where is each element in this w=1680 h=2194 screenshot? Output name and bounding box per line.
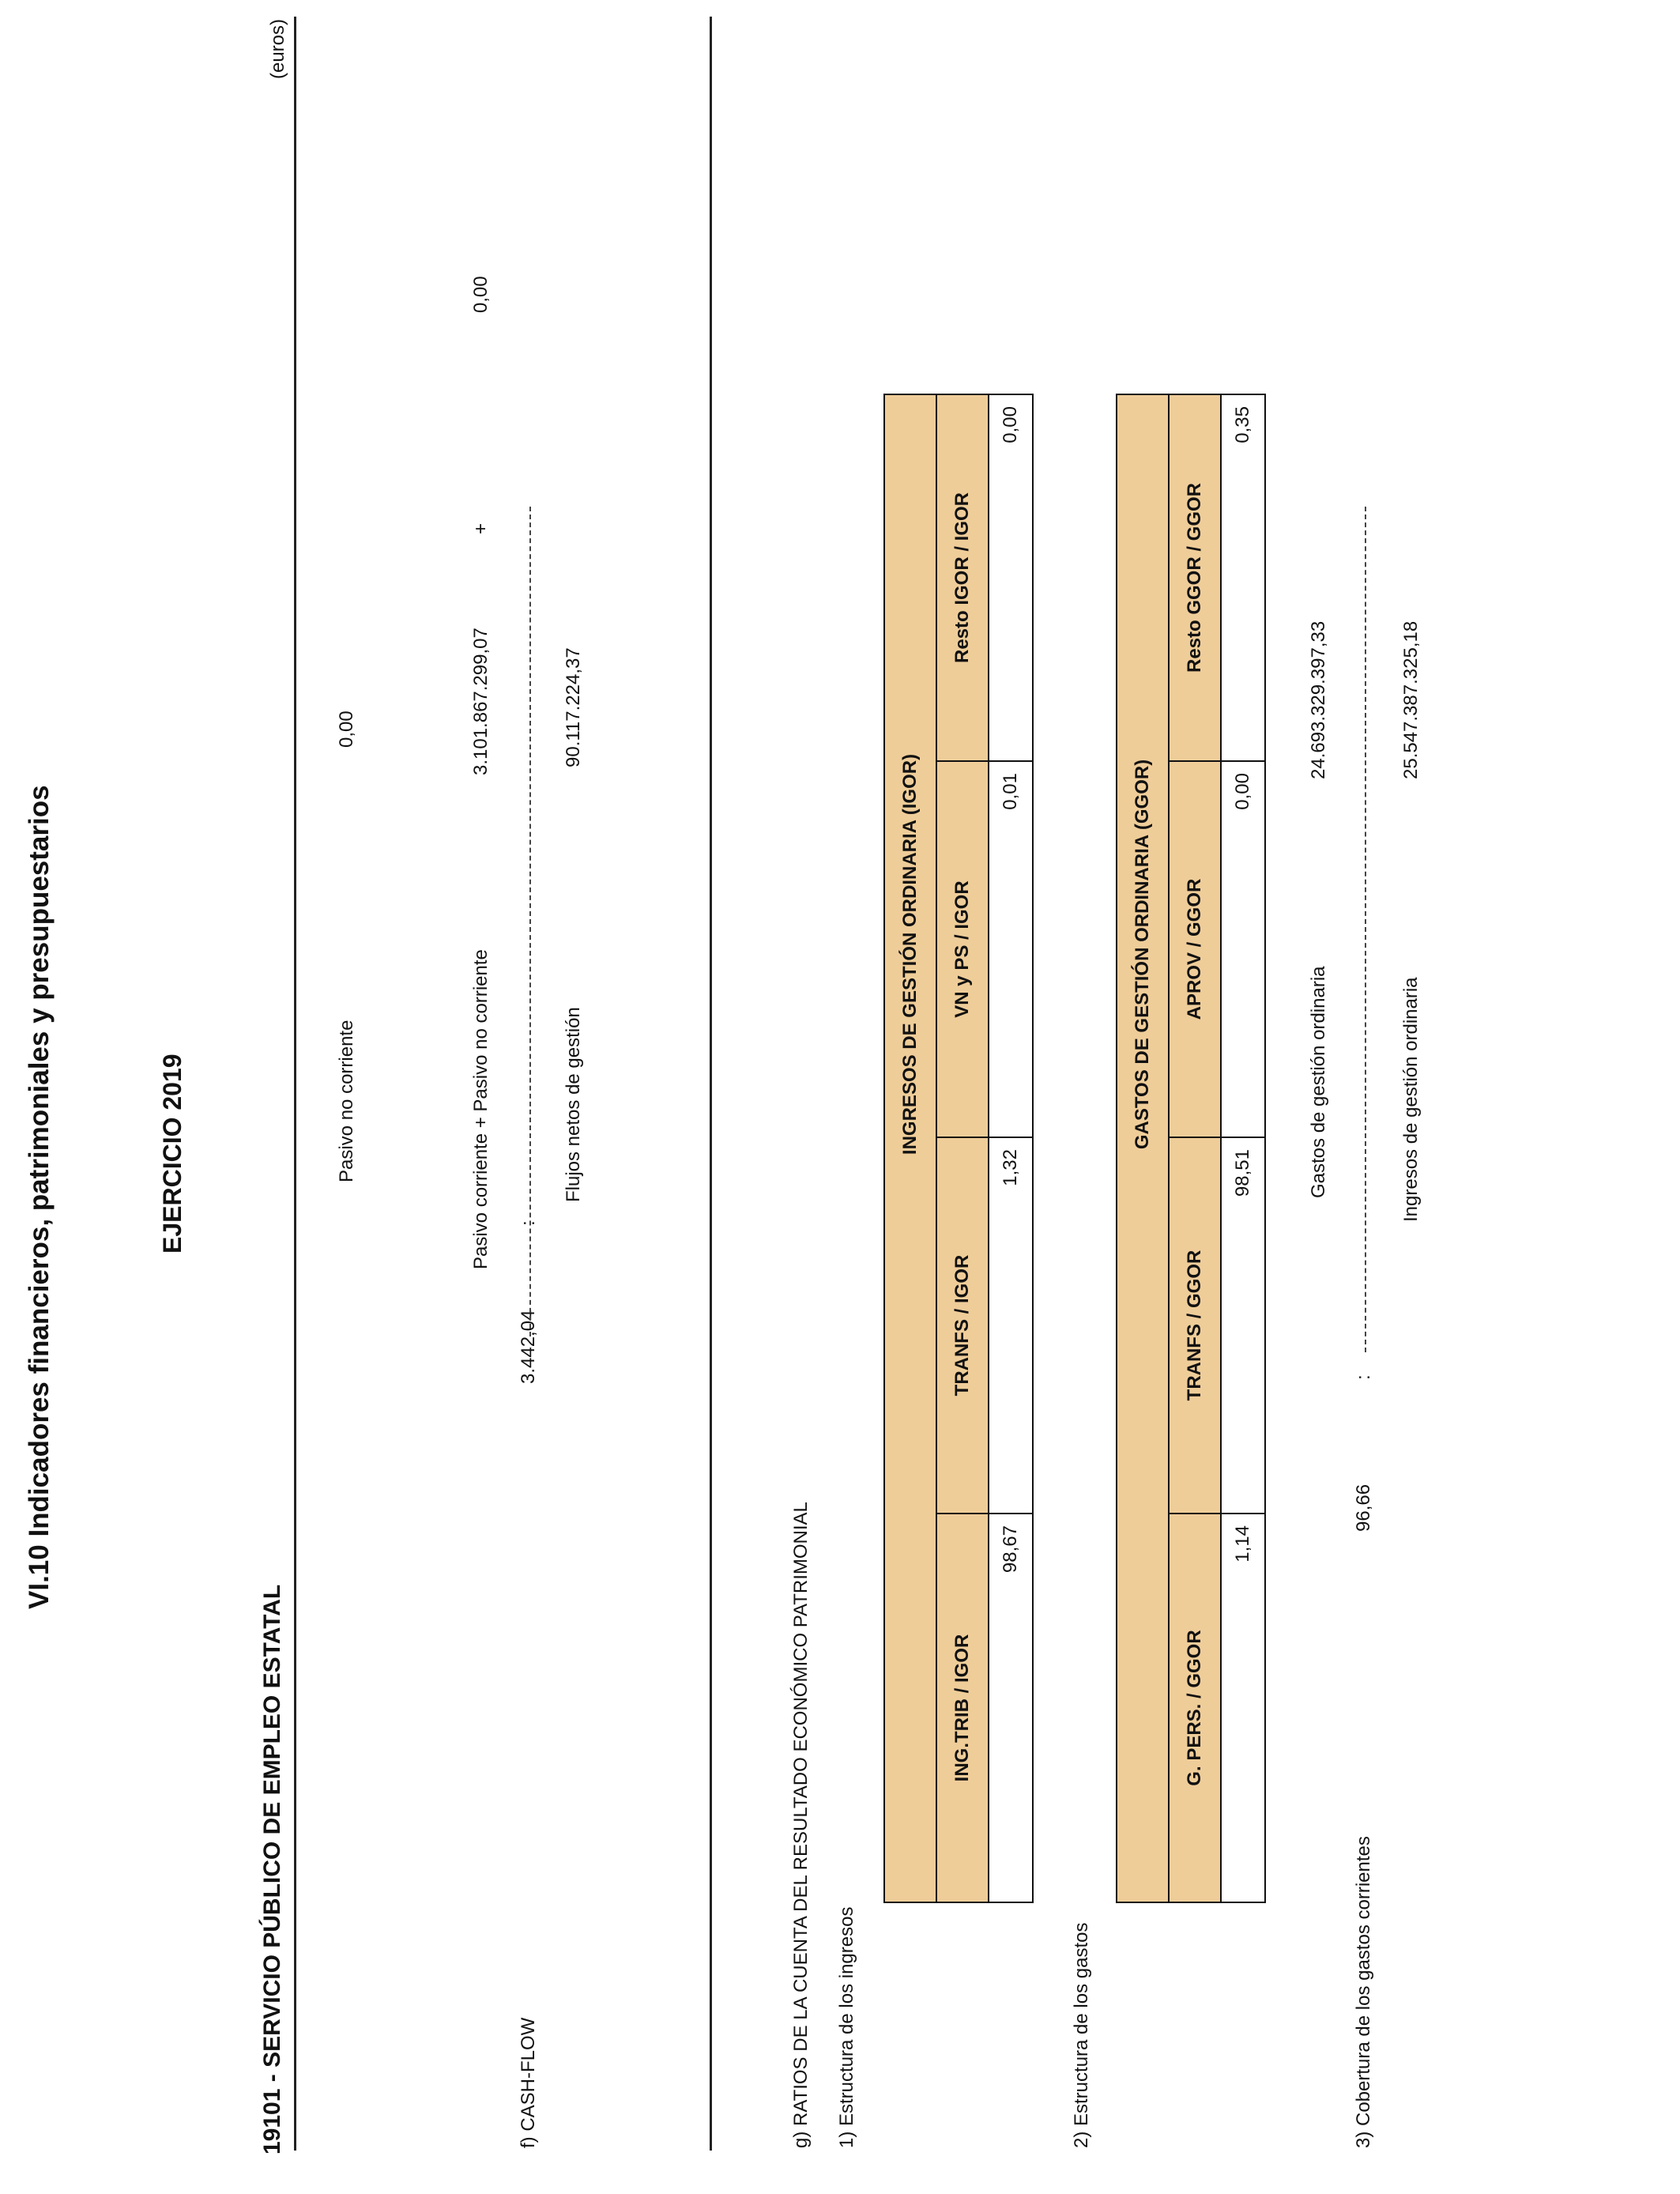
ingresos-ratio-table bbox=[883, 394, 1034, 1903]
gastos-col-header: Resto GGOR / GGOR bbox=[1169, 394, 1221, 761]
ingresos-gestion-label: Ingresos de gestión ordinaria bbox=[1400, 977, 1422, 1222]
flujos-netos-value: 90.117.224,37 bbox=[563, 647, 584, 767]
units-label: (euros) bbox=[267, 18, 288, 79]
pasivo-no-corriente-label: Pasivo no corriente bbox=[336, 1020, 357, 1182]
ingresos-ratio-value: 0,01 bbox=[989, 761, 1033, 1137]
section-rule-bottom bbox=[710, 17, 712, 2151]
document-title: VI.10 Indicadores financieros, patrimoniales y presupuestarios bbox=[24, 785, 55, 1609]
gastos-ratio-table bbox=[1116, 394, 1266, 1903]
gastos-ratio-value: 98,51 bbox=[1221, 1137, 1265, 1514]
gastos-gestion-label: Gastos de gestión ordinaria bbox=[1308, 966, 1329, 1198]
cobertura-fraction-line bbox=[1365, 507, 1366, 1352]
flujos-netos-label: Flujos netos de gestión bbox=[563, 1007, 584, 1202]
ingresos-group-header: INGRESOS DE GESTIÓN ORDINARIA (IGOR) bbox=[884, 394, 936, 1514]
gastos-ratio-value: 0,35 bbox=[1221, 394, 1265, 761]
ingresos-col-header: TRANFS / IGOR bbox=[936, 1137, 989, 1514]
ingresos-ratio-value: 98,67 bbox=[989, 1514, 1033, 1902]
cash-flow-value: 3.442,04 bbox=[518, 1310, 539, 1384]
ratios-section-title: g) RATIOS DE LA CUENTA DEL RESULTADO ECONÓMICO PATRIMONIAL bbox=[790, 1502, 812, 2148]
section-rule-top bbox=[294, 17, 296, 2151]
gastos-ratio-value: 0,00 bbox=[1221, 761, 1265, 1137]
cobertura-label: 3) Cobertura de los gastos corrientes bbox=[1353, 1836, 1374, 2148]
ingresos-ratio-value: 0,00 bbox=[989, 394, 1033, 761]
cash-flow-label: f) CASH-FLOW bbox=[518, 2017, 539, 2148]
ingresos-structure-label: 1) Estructura de los ingresos bbox=[836, 1906, 857, 2148]
ingresos-gestion-value: 25.547.387.325,18 bbox=[1400, 620, 1422, 779]
pasivo-no-corriente-value: 0,00 bbox=[336, 711, 357, 748]
cash-flow-colon: : bbox=[518, 1220, 539, 1226]
gastos-col-header: TRANFS / GGOR bbox=[1169, 1137, 1221, 1514]
ingresos-col-header: ING.TRIB / IGOR bbox=[936, 1514, 989, 1902]
gastos-col-header: G. PERS. / GGOR bbox=[1169, 1514, 1221, 1902]
cobertura-colon: : bbox=[1353, 1374, 1374, 1380]
gastos-col-header: APROV / GGOR bbox=[1169, 761, 1221, 1137]
gastos-group-header: GASTOS DE GESTIÓN ORDINARIA (GGOR) bbox=[1117, 394, 1169, 1514]
plus-sign: + bbox=[470, 522, 492, 534]
gastos-blank-header bbox=[1117, 1514, 1169, 1902]
ingresos-col-header: Resto IGOR / IGOR bbox=[936, 394, 989, 761]
pasivo-extra-value: 0,00 bbox=[470, 276, 492, 313]
pasivo-total-value: 3.101.867.299,07 bbox=[470, 628, 492, 775]
ingresos-ratio-value: 1,32 bbox=[989, 1137, 1033, 1514]
ejercicio-label: EJERCICIO 2019 bbox=[158, 1054, 186, 1253]
gastos-gestion-value: 24.693.329.397,33 bbox=[1308, 620, 1329, 779]
ingresos-col-header: VN y PS / IGOR bbox=[936, 761, 989, 1137]
gastos-structure-label: 2) Estructura de los gastos bbox=[1071, 1922, 1092, 2148]
cobertura-value: 96,66 bbox=[1353, 1483, 1374, 1532]
entity-name: 19101 - SERVICIO PÚBLICO DE EMPLEO ESTATAL bbox=[259, 1584, 285, 2154]
pasivo-total-label: Pasivo corriente + Pasivo no corriente bbox=[470, 949, 492, 1269]
cash-flow-fraction-line bbox=[529, 507, 531, 1336]
ingresos-blank-header bbox=[884, 1514, 936, 1902]
gastos-ratio-value: 1,14 bbox=[1221, 1514, 1265, 1902]
